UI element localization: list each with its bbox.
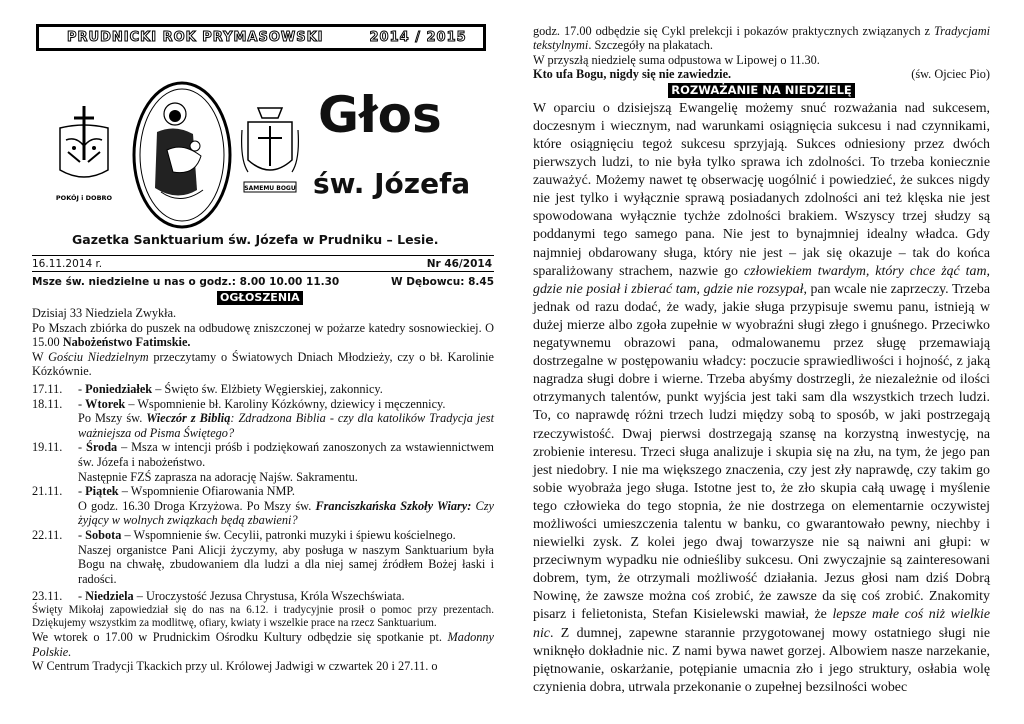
masthead-title: Głos [318, 86, 442, 144]
issue-number: Nr 46/2014 [426, 257, 492, 270]
masthead-subtitle: Gazetka Sanktuarium św. Józefa w Prudniku – Lesie. [72, 232, 439, 247]
calendar-entry: 17.11. - Poniedziałek – Święto św. Elżbiety Węgierskiej, zakonnicy. [32, 381, 383, 396]
announcement-p2: Po Mszach zbiórka do puszek na odbudowę zniszczonej w pożarze katedry sosnowieckiej. O 15.00 Nabożeństwo Fatimskie. [32, 320, 494, 350]
debowiec-mass: W Dębowcu: 8.45 [391, 276, 494, 288]
right-p1: godz. 17.00 odbędzie się Cykl prelekcji i pokazów praktycznych związanych z Tradycjami tekstylnymi. Szczegóły na plakatach. [533, 24, 990, 53]
quote-author: (św. Ojciec Pio) [911, 66, 990, 81]
coat-of-arms-icon [238, 100, 302, 212]
calendar-entry: 23.11. - Niedziela – Uroczystość Jezusa Chrystusa, Króla Wszechświata. [32, 589, 405, 604]
calendar-entry-detail: Po Mszy św. Wieczór z Biblią: Zdradzona Biblia - czy dla katolików Tradycja jest ważniejsza od Pisma Świętego? [78, 411, 494, 440]
right-p2: W przyszłą niedzielę suma odpustowa w Lipowej o 11.30. [533, 52, 820, 67]
left-column [32, 0, 494, 724]
year-banner [36, 24, 486, 51]
calendar-entry: 22.11. - Sobota – Wspomnienie św. Cecylii, patronki muzyki i śpiewu kościelnego. [32, 527, 456, 542]
announcement-small: Święty Mikołaj zapowiedział się do nas na 6.12. i tradycyjnie prosił o pomoc przy prezentach. Dziękujemy wszystkim za modlitwę, ofiary, kwiaty i wszelkie prace na rzecz Sanktuarium. [32, 603, 494, 630]
issue-line [32, 255, 494, 272]
banner-title: PRUDNICKI ROK PRYMASOWSKI [67, 30, 324, 45]
banner-years: 2014 / 2015 [369, 30, 467, 45]
reflection-heading: ROZWAŻANIE NA NIEDZIELĘ [668, 83, 855, 98]
calendar-entry: 18.11. - Wtorek – Wspomnienie bł. Karoliny Kózkówny, dziewicy i męczennicy. [32, 396, 446, 411]
calendar-entry: 19.11. - Środa – Msza w intencji próśb i podziękowań zanoszonych za wstawiennictwem św. Józefa i nabożeństwo. [32, 440, 494, 469]
mass-hours: 8.00 10.00 11.30 [239, 276, 340, 288]
issue-date: 16.11.2014 r. [32, 257, 103, 270]
right-column [533, 0, 990, 724]
quote-text: Kto ufa Bogu, nigdy się nie zawiedzie. [533, 66, 732, 81]
calendar-entry-detail: O godz. 16.30 Droga Krzyżowa. Po Mszy św. Franciszkańska Szkoły Wiary: Czy żyjący w wolnych związkach będą zbawieni? [78, 498, 494, 528]
quote-line [533, 67, 990, 81]
emblem-left-caption: POKÓJ i DOBRO [55, 194, 113, 202]
announcement-p1: Dzisiaj 33 Niedziela Zwykła. [32, 306, 177, 320]
reflection-text: W oparciu o dzisiejszą Ewangelię możemy snuć rozważania nad sukcesem, doczesnym i wiecznym, nad warunkami osiągnięcia sukcesu i nad czynnikami, które osiągnięciu tegoż sukcesu sprzyjają. Sukces odniesiony przez dwóch pierwszych ludzi, to nie była tylko sprawa ich zdolności. To trzeba koniecznie zauważyć. Możemy nawet tę obserwację uogólnić i powiedzieć, że sukces nigdy nie jest tylko i wyłącznie sprawą posiadanych zdolności ani też klęska nie jest spowodowana wyłącznie tychże zdolności brakiem. Wszyscy trzej słudzy są poddanymi tego samego pana. Nie jest to bynajmniej idealny władca. Gdy najmniej obdarowany sługa, który nie jest – jak się okazuje – tak do końca sparaliżowany strachem, nazwie go człowiekiem twardym, który chce żąć tam, gdzie nie posiał i zbierać tam, gdzie nie rozsypał, pan wcale nie zaprzeczy. Trzeba jednak od razu dodać, że wady, jakie sługa przypisuje swemu panu, istnieją w dużej mierze albo zgoła zupełnie w wyobraźni sługi złego i gnuśnego. Przeciwko negatywnemu obrazowi pana, odmalowanemu przez sługę przemawiają dostrzegalne w postępowaniu władcy: poczucie sprawiedliwości i hojność, z jaką nagradza sługi dobre i wierne. Trzeba abyśmy dostrzegli, że niezależnie od ilości otrzymanych talentów, punkt wyjścia jest taki sam dla wszystkich trzech ludzi. To, co naprawdę różni trzech ludzi między sobą to sposób, w jaki postrzegają rzeczywistość. Dwaj pierwsi dostrzegają szansę na korzystną inwestycję, na zrobienie interesu. Trzeci sługa analizuje i skupia się na złu, na tym, że jego pan jest niedobry. I nie ma większego znaczenia, czy jest zły naprawdę, czy takim go sobie wyobraża jego sługa. Istotne jest to, że zło skupia całą uwagę i myślenie tego człowieka do tego stopnia, że nie dostrzega on elementarnie oczywistej możliwości umieszczenia talentu w banku, co gwarantowało pewny, niechby i niewielki zysk. Z kolei jego dwaj towarzysze nie są naiwni ani głupi: w przeciwnym wypadku nie odnieśliby sukcesu. Oni zwyczajnie są zainteresowani dobrem, tym, że otrzymali możliwość działania. Jezus głosi nam dziś Dobrą Nowinę, że zawsze można coś zrobić, że zawsze da się coś zrobić. Znakomity pisarz i felietonista, Stefan Kisielewski mawiał, że lepsze małe coś niż wielkie nic. Z dumnej, zapewne starannie przygotowanej mowy ostatniego sługi nie wniknęło dokładnie nic. Z nami bywa nawet gorzej. Albowiem nasze narzekanie, piętnowanie, oskarżanie, potępianie umacnia zło i jego struktury, osłabia wolę czynienia dobra, utrwala przekonanie o zupełnej bezsilności wobec [533, 100, 991, 695]
calendar-entry-detail: Następnie FZŚ zaprasza na adorację Najśw. Sakramentu. [78, 469, 358, 484]
mass-times-line [32, 276, 494, 288]
announcement-p5: W Centrum Tradycji Tkackich przy ul. Królowej Jadwigi w czwartek 20 i 27.11. o [32, 659, 438, 674]
calendar-entry: 21.11. - Piątek – Wspomnienie Ofiarowania NMP. [32, 484, 295, 499]
emblem-right-caption: SAMEMU BOGU [244, 185, 296, 192]
calendar-entry-detail: Naszej organistce Pani Alicji życzymy, aby posługa w naszym Sanktuarium była Bogu na chwałę, zbudowaniem dla ludzi a dla niej samej źródłem Bożej łaski i radości. [78, 542, 494, 586]
masthead-title-saint: św. Józefa [313, 167, 471, 200]
saint-joseph-image [131, 80, 233, 230]
announcement-p4: We wtorek o 17.00 w Prudnickim Ośrodku Kultury odbędzie się spotkanie pt. Madonny Polskie. [32, 630, 494, 659]
announcement-p3: W Gościu Niedzielnym przeczytamy o Światowych Dniach Młodzieży, czy o bł. Karolinie Kózkównie. [32, 349, 494, 379]
mass-label: Msze św. niedzielne u nas o godz.: [32, 276, 236, 288]
announcements-body [32, 306, 494, 674]
franciscan-emblem-icon [52, 100, 116, 212]
announcements-heading: OGŁOSZENIA [217, 291, 303, 305]
right-body [533, 24, 990, 697]
